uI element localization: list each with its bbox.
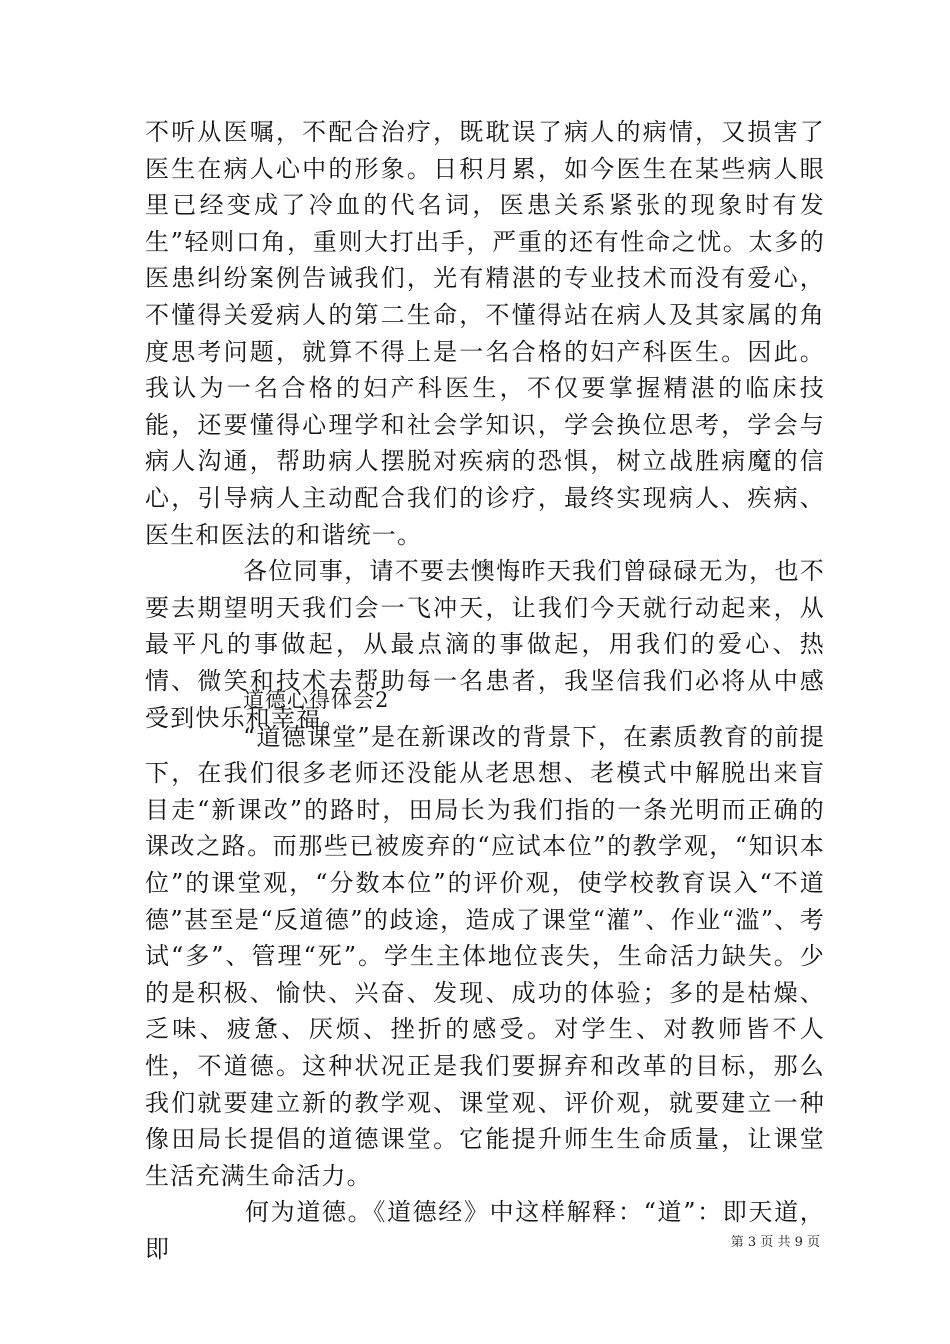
paragraph-moral-classroom: “道德课堂”是在新课改的背景下，在素质教育的前提下，在我们很多老师还没能从老思想、老模式中解脱出来盲目走“新课改”的路时，田局长为我们指的一条光明而正确的课改之路。而那些已被废弃的“应试本位”的教学观，“知识本位”的课堂观，“分数本位”的评价观，使学校教育误入“不道德”甚至是“反道德”的歧途，造成了课堂“灌”、作业“滥”、考试“多”、管理“死”。学生主体地位丧失，生命活力缺失。少的是积极、愉快、兴奋、发现、成功的体验；多的是枯燥、乏味、疲惫、厌烦、挫折的感受。对学生、对教师皆不人性，不道德。这种状况正是我们要摒弃和改革的目标，那么我们就要建立新的教学观、课堂观、评价观，就要建立一种像田局长提倡的道德课堂。它能提升师生生命质量，让课堂生活充满生命活力。 <box>145 722 825 1190</box>
paragraph-what-is-morality: 何为道德。《道德经》中这样解释：“道”：即天道，即 <box>145 1198 825 1263</box>
paragraph-colleagues-appeal: 各位同事，请不要去懊悔昨天我们曾碌碌无为，也不要去期望明天我们会一飞冲天，让我们今天就行动起来，从最平凡的事做起，从最点滴的事做起，用我们的爱心、热情、微笑和技术去帮助每一名患者，我坚信我们必将从中感受到快乐和幸福。 <box>145 557 825 732</box>
paragraph-doctor-empathy: 不听从医嘱，不配合治疗，既耽误了病人的病情，又损害了医生在病人心中的形象。日积月累，如今医生在某些病人眼里已经变成了冷血的代名词，医患关系紧张的现象时有发生”轻则口角，重则大打出手，严重的还有性命之忧。太多的医患纠纷案例告诫我们，光有精湛的专业技术而没有爱心，不懂得关爱病人的第二生命，不懂得站在病人及其家属的角度思考问题，就算不得上是一名合格的妇产科医生。因此。我认为一名合格的妇产科医生，不仅要掌握精湛的临床技能，还要懂得心理学和社会学知识，学会换位思考，学会与病人沟通，帮助病人摆脱对疾病的恐惧，树立战胜病魔的信心，引导病人主动配合我们的诊疗，最终实现病人、疾病、医生和医法的和谐统一。 <box>145 118 825 549</box>
body-text-upper <box>145 114 825 736</box>
body-text-lower <box>145 682 825 1268</box>
section-heading: 道德心得体会2 <box>243 688 390 712</box>
page-number-footer: 第 3 页 共 9 页 <box>730 1235 820 1250</box>
